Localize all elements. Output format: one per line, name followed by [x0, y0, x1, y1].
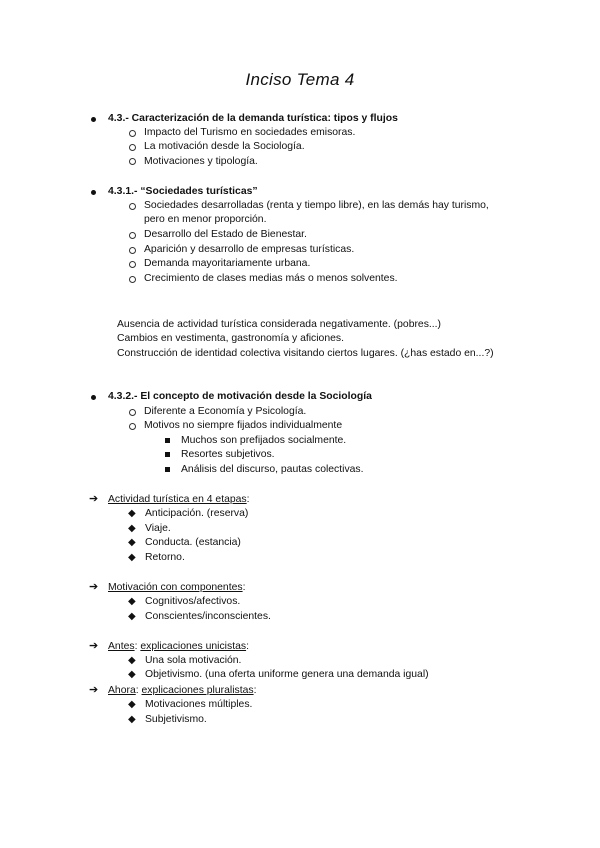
section-heading-4-3-1: 4.3.1.- “Sociedades turísticas” — [108, 186, 258, 197]
bullet-circle — [129, 203, 136, 210]
list-item: La motivación desde la Sociología. — [144, 141, 305, 152]
list-item: Subjetivismo. — [145, 714, 207, 725]
diamond-icon: ◆ — [128, 669, 136, 680]
diamond-icon: ◆ — [128, 714, 136, 725]
list-item: Demanda mayoritariamente urbana. — [144, 258, 311, 269]
bullet-square — [165, 467, 170, 472]
list-item: Sociedades desarrolladas (renta y tiempo libre), en las demás hay turismo, — [144, 200, 489, 211]
list-item: Motivaciones múltiples. — [145, 699, 253, 710]
bullet-square — [165, 452, 170, 457]
bullet-dot — [91, 395, 96, 400]
diamond-icon: ◆ — [128, 537, 136, 548]
arrow-line: Motivación con componentes: — [108, 582, 246, 593]
diamond-icon: ◆ — [128, 596, 136, 607]
diamond-icon: ◆ — [128, 611, 136, 622]
diamond-icon: ◆ — [128, 699, 136, 710]
paragraph-line: Ausencia de actividad turística considerada negativamente. (pobres...) — [117, 319, 442, 330]
bullet-circle — [129, 247, 136, 254]
arrow-icon: ➔ — [89, 581, 99, 593]
list-item: Conscientes/inconscientes. — [145, 611, 271, 622]
list-item: Aparición y desarrollo de empresas turísticas. — [144, 244, 355, 255]
bullet-circle — [129, 276, 136, 283]
diamond-icon: ◆ — [128, 523, 136, 534]
list-item: Motivos no siempre fijados individualmente — [144, 420, 343, 431]
bullet-circle — [129, 130, 136, 137]
paragraph-line: Cambios en vestimenta, gastronomía y aficiones. — [117, 333, 344, 344]
arrow-icon: ➔ — [89, 493, 99, 505]
arrow-label-now: Ahora — [108, 685, 136, 696]
section-heading-4-3-2: 4.3.2.- El concepto de motivación desde la Sociología — [108, 391, 372, 402]
list-item: Una sola motivación. — [145, 655, 242, 666]
list-item: Desarrollo del Estado de Bienestar. — [144, 229, 307, 240]
bullet-dot — [91, 190, 96, 195]
diamond-icon: ◆ — [128, 552, 136, 563]
section-heading-4-3: 4.3.- Caracterización de la demanda turística: tipos y flujos — [108, 113, 398, 124]
paragraph-line: Construcción de identidad colectiva visitando ciertos lugares. (¿has estado en...?) — [117, 348, 494, 359]
sub-list-item: Resortes subjetivos. — [181, 449, 275, 460]
arrow-line: Actividad turística en 4 etapas: — [108, 494, 250, 505]
sub-list-item: Análisis del discurso, pautas colectivas. — [181, 464, 364, 475]
bullet-dot — [91, 117, 96, 122]
bullet-circle — [129, 232, 136, 239]
list-item: Motivaciones y tipología. — [144, 156, 258, 167]
arrow-line: Ahora: explicaciones pluralistas: — [108, 685, 257, 696]
list-item: Anticipación. (reserva) — [145, 508, 249, 519]
list-item: Objetivismo. (una oferta uniforme genera una demanda igual) — [145, 669, 429, 680]
diamond-icon: ◆ — [128, 508, 136, 519]
arrow-label: Actividad turística en 4 etapas — [108, 494, 247, 505]
bullet-circle — [129, 261, 136, 268]
list-item: Viaje. — [145, 523, 171, 534]
list-item-continuation: pero en menor proporción. — [144, 214, 267, 225]
list-item: Cognitivos/afectivos. — [145, 596, 241, 607]
sub-list-item: Muchos son prefijados socialmente. — [181, 435, 347, 446]
arrow-label: Motivación con componentes — [108, 582, 243, 593]
list-item: Retorno. — [145, 552, 185, 563]
diamond-icon: ◆ — [128, 655, 136, 666]
bullet-circle — [129, 409, 136, 416]
arrow-line: Antes: explicaciones unicistas: — [108, 641, 249, 652]
list-item: Impacto del Turismo en sociedades emisoras. — [144, 127, 356, 138]
bullet-circle — [129, 423, 136, 430]
arrow-label: explicaciones unicistas — [140, 641, 247, 652]
list-item: Diferente a Economía y Psicología. — [144, 406, 307, 417]
bullet-circle — [129, 144, 136, 151]
arrow-label-before: Antes — [108, 641, 135, 652]
arrow-icon: ➔ — [89, 684, 99, 696]
list-item: Conducta. (estancia) — [145, 537, 241, 548]
bullet-square — [165, 438, 170, 443]
document-title: Inciso Tema 4 — [245, 70, 355, 89]
arrow-icon: ➔ — [89, 640, 99, 652]
bullet-circle — [129, 158, 136, 165]
arrow-label: explicaciones pluralistas — [141, 685, 254, 696]
list-item: Crecimiento de clases medias más o menos solventes. — [144, 273, 398, 284]
